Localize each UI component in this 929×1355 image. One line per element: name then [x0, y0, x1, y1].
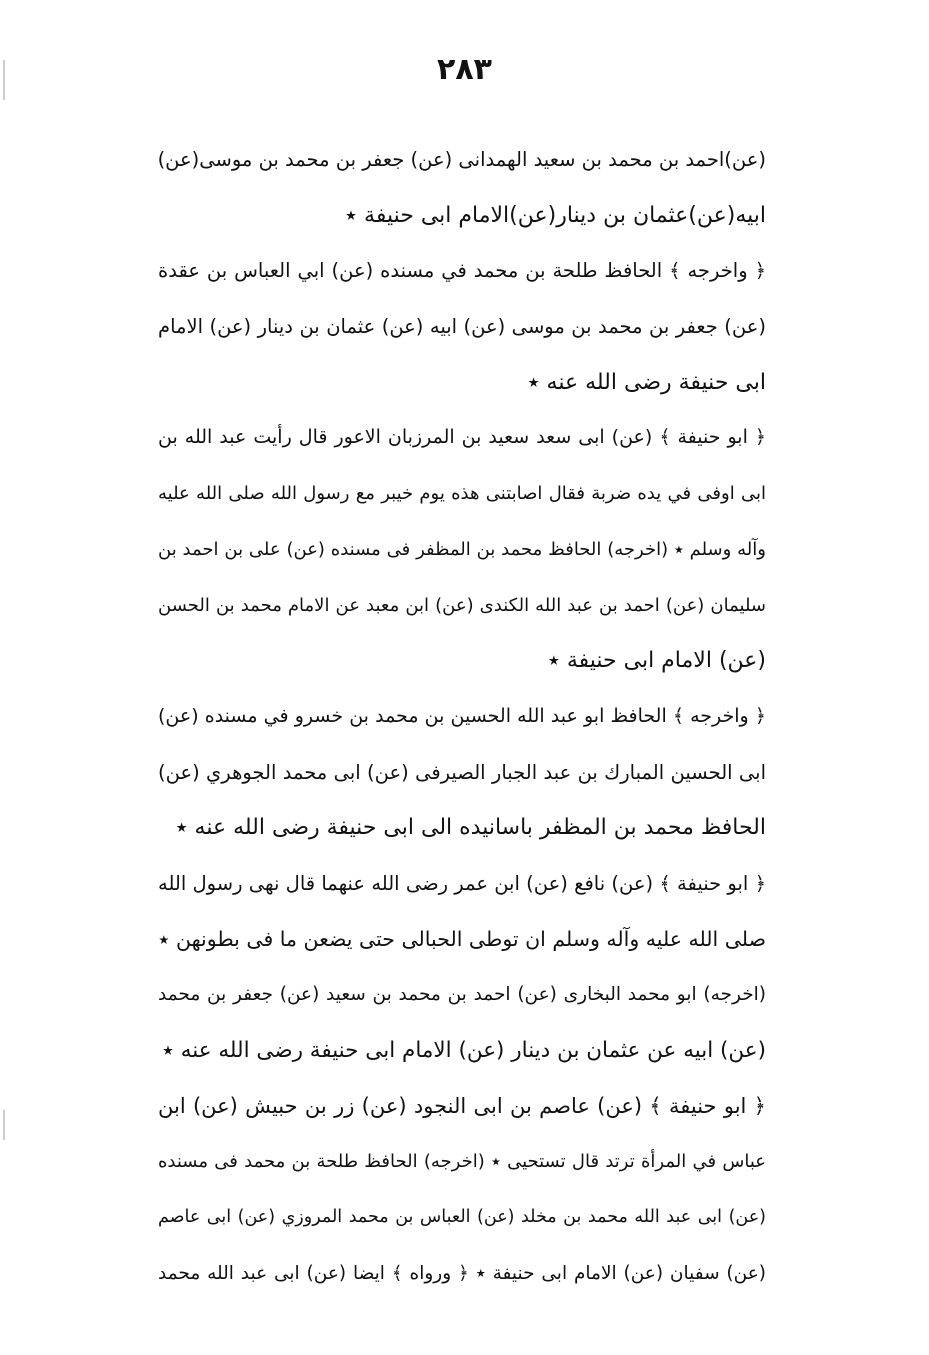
text-line: ابيه(عن)عثمان بن دينار(عن)الامام ابى حنيفة ٭: [345, 202, 766, 228]
text-line: (عن) ابى عبد الله محمد بن مخلد (عن) العباس بن محمد المروزي (عن) ابى عاصم: [158, 1207, 766, 1228]
text-line: (عن) الامام ابى حنيفة ٭: [547, 648, 766, 674]
text-line: وآله وسلم ٭ (اخرجه) الحافظ محمد بن المظفر فى مسنده (عن) على بن احمد بن: [158, 538, 766, 560]
text-line: (عن)احمد بن محمد بن سعيد الهمدانى (عن) جعفر بن محمد بن موسى(عن): [158, 148, 766, 171]
text-line: ابى اوفى في يده ضربة فقال اصابتنى هذه يوم خيبر مع رسول الله صلى الله عليه: [158, 483, 766, 505]
text-line: الحافظ محمد بن المظفر باسانيده الى ابى حنيفة رضى الله عنه ٭: [175, 815, 766, 841]
text-line: (عن) ابيه عن عثمان بن دينار (عن) الامام ابى حنيفة رضى الله عنه ٭: [162, 1038, 766, 1063]
text-line: (اخرجه) ابو محمد البخارى (عن) احمد بن محمد بن سعيد (عن) جعفر بن محمد: [158, 984, 766, 1006]
left-edge-mark: [3, 60, 5, 100]
text-line: ﴿ ابو حنيفة ﴾ (عن) نافع (عن) ابن عمر رضى الله عنهما قال نهى رسول الله: [158, 871, 766, 895]
text-line: ﴿ ابو حنيفة ﴾ (عن) ابى سعد سعيد بن المرزبان الاعور قال رأيت عبد الله بن: [158, 426, 766, 449]
left-edge-mark-lower: [3, 1110, 5, 1140]
text-line: (عن) جعفر بن محمد بن موسى (عن) ابيه (عن) عثمان بن دينار (عن) الامام: [158, 315, 766, 339]
text-line: ﴿ واخرجه ﴾ الحافظ طلحة بن محمد في مسنده (عن) ابي العباس بن عقدة: [158, 259, 766, 283]
text-line: سليمان (عن) احمد بن عبد الله الكندى (عن) ابن معبد عن الامام محمد بن الحسن: [158, 594, 766, 616]
body-text: [158, 132, 766, 1301]
text-line: (عن) سفيان (عن) الامام ابى حنيفة ٭ ﴿ ورواه ﴾ ايضا (عن) ابى عبد الله محمد: [158, 1262, 766, 1284]
text-line: ﴿ واخرجه ﴾ الحافظ ابو عبد الله الحسين بن محمد بن خسرو في مسنده (عن): [158, 704, 766, 727]
text-line: ابى حنيفة رضى الله عنه ٭: [527, 369, 766, 395]
text-line: ﴿ ابو حنيفة ﴾ (عن) عاصم بن ابى النجود (عن) زر بن حبيش (عن) ابن: [158, 1093, 766, 1118]
text-line: عباس في المرأة ترتد قال تستحيى ٭ (اخرجه) الحافظ طلحة بن محمد فى مسنده: [158, 1151, 766, 1173]
text-line: ابى الحسين المبارك بن عبد الجبار الصيرفى (عن) ابى محمد الجوهري (عن): [158, 760, 766, 784]
page-number: ٢٨٣: [437, 52, 492, 87]
text-line: صلى الله عليه وآله وسلم ان توطى الحبالى حتى يضعن ما فى بطونهن ٭: [158, 926, 766, 951]
